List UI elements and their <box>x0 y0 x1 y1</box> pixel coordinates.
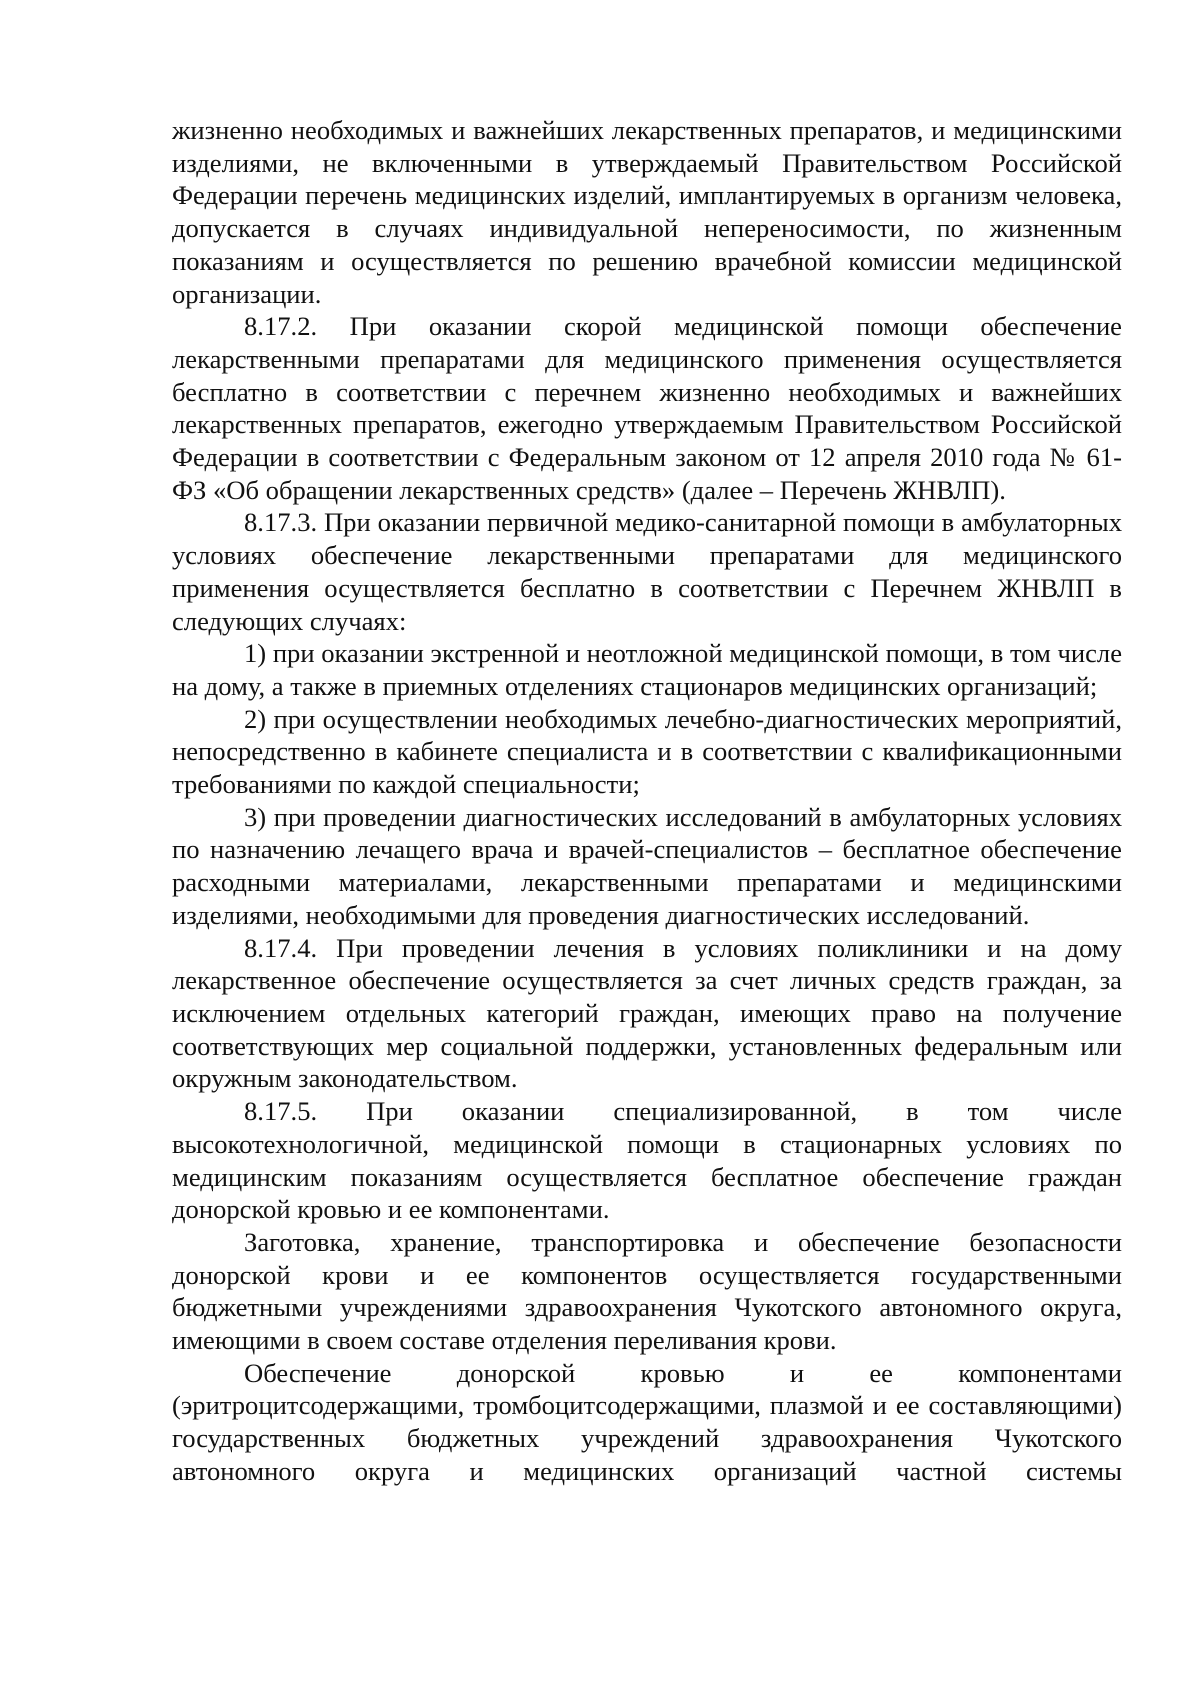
paragraph-blood-procurement: Заготовка, хранение, транспортировка и обеспечение безопасности донорской крови и ее компонентов осуществляется государственными бюджетными учреждениями здравоохранения Чукотского автономного округа, имеющими в своем составе отделения переливания крови. <box>172 1226 1122 1356</box>
document-page <box>172 114 1122 1488</box>
paragraph-8-17-5: 8.17.5. При оказании специализированной, в том числе высокотехнологичной, медицинской помощи в стационарных условиях по медицинским показаниям осуществляется бесплатное обеспечение граждан донорской кровью и ее компонентами. <box>172 1096 1122 1225</box>
paragraph-continuation: жизненно необходимых и важнейших лекарственных препаратов, и медицинскими изделиями, не включенными в утверждаемый Правительством Российской Федерации перечень медицинских изделий, имплантируемых в организм человека, допускается в случаях индивидуальной непереносимости, по жизненным показаниям и осуществляется по решению врачебной комиссии медицинской организации. <box>172 115 1122 309</box>
paragraph-8-17-4: 8.17.4. При проведении лечения в условиях поликлиники и на дому лекарственное обеспечение осуществляется за счет личных средств граждан, за исключением отдельных категорий граждан, имеющих право на получение соответствующих мер социальной поддержки, установленных федеральным или окружным законодательством. <box>172 932 1122 1094</box>
list-item-2: 2) при осуществлении необходимых лечебно-диагностических мероприятий, непосредственно в кабинете специалиста и в соответствии с квалификационными требованиями по каждой специальности; <box>172 703 1122 800</box>
list-item-1: 1) при оказании экстренной и неотложной медицинской помощи, в том числе на дому, а также в приемных отделениях стационаров медицинских организаций; <box>172 638 1122 701</box>
list-item-3: 3) при проведении диагностических исследований в амбулаторных условиях по назначению лечащего врача и врачей-специалистов – бесплатное обеспечение расходными материалами, лекарственными препаратами и медицинскими изделиями, необходимыми для проведения диагностических исследований. <box>172 801 1122 930</box>
paragraph-8-17-3: 8.17.3. При оказании первичной медико-санитарной помощи в амбулаторных условиях обеспечение лекарственными препаратами для медицинского применения осуществляется бесплатно в соответствии с Перечнем ЖНВЛП в следующих случаях: <box>172 507 1122 636</box>
paragraph-8-17-2: 8.17.2. При оказании скорой медицинской помощи обеспечение лекарственными препаратами для медицинского применения осуществляется бесплатно в соответствии с перечнем жизненно необходимых и важнейших лекарственных препаратов, ежегодно утверждаемым Правительством Российской Федерации в соответствии с Федеральным законом от 12 апреля 2010 года № 61-ФЗ «Об обращении лекарственных средств» (далее – Перечень ЖНВЛП). <box>172 311 1122 505</box>
paragraph-blood-provision: Обеспечение донорской кровью и ее компонентами (эритроцитсодержащими, тромбоцитсодержащими, плазмой и ее составляющими) государственных бюджетных учреждений здравоохранения Чукотского автономного округа и медицинских организаций частной системы <box>172 1357 1122 1486</box>
